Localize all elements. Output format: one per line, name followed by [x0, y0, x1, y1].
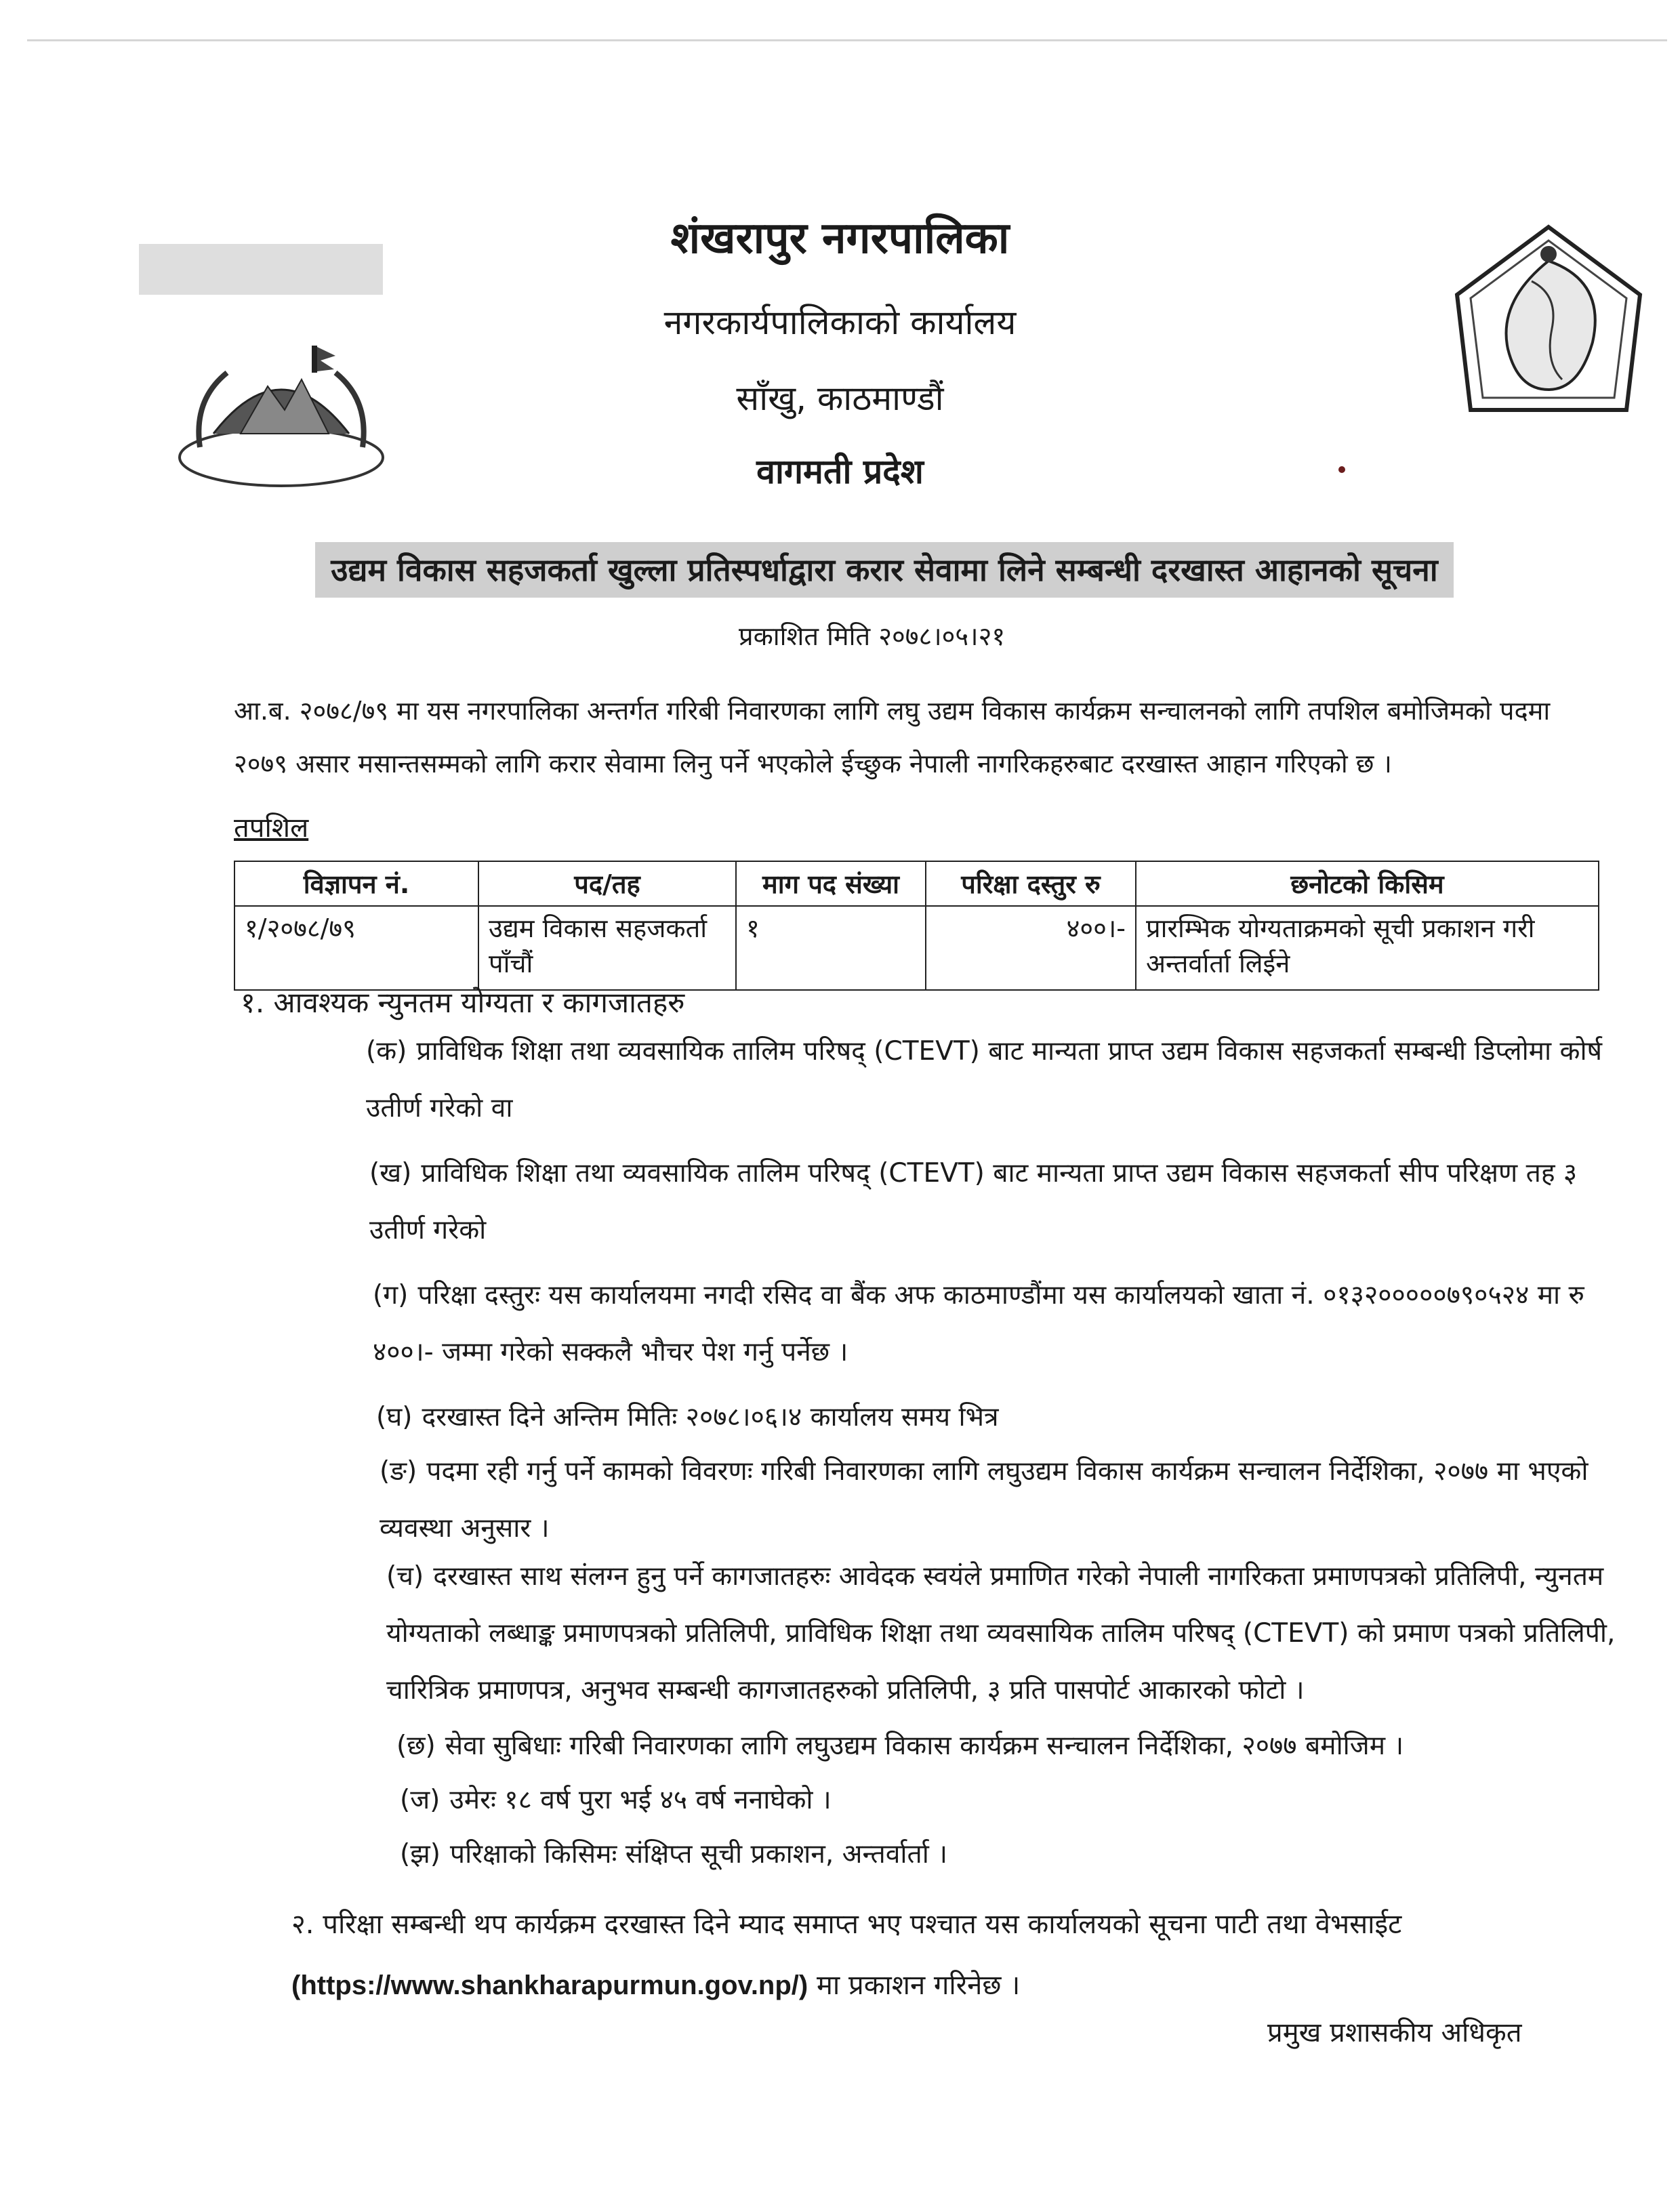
table-cell: ४००।-: [926, 906, 1136, 990]
section2: [291, 1894, 1565, 2016]
list-item: [366, 1023, 1620, 1137]
table-header: विज्ञापन नं.: [234, 861, 478, 906]
item-label: (झ): [400, 1839, 441, 1870]
table-header: पद/तह: [478, 861, 736, 906]
table-cell: १: [736, 906, 926, 990]
item-label: (घ): [376, 1402, 413, 1432]
signature-title: प्रमुख प्रशासकीय अधिकृत: [1267, 2017, 1522, 2048]
list-item: [369, 1145, 1623, 1259]
published-date: प्रकाशित मिति २०७८।०५।२१: [739, 621, 1006, 651]
scan-top-edge: [27, 39, 1667, 41]
list-item: [380, 1443, 1633, 1557]
table-cell: उद्यम विकास सहजकर्ता पाँचौं: [478, 906, 736, 990]
item-text: पदमा रही गर्नु पर्ने कामको विवरणः गरिबी निवारणका लागि लघुउद्यम विकास कार्यक्रम सन्चालन निर्देशिका, २०७७ मा भएको व्यवस्था अनुसार ।: [380, 1456, 1589, 1544]
province-name: वागमती प्रदेश: [756, 452, 924, 491]
item-label: (क): [366, 1036, 407, 1067]
list-item: [400, 1826, 1654, 1883]
table-header-row: [234, 861, 1599, 906]
item-text: प्राविधिक शिक्षा तथा व्यवसायिक तालिम परिषद् (CTEVT) बाट मान्यता प्राप्त उद्यम विकास सहजकर्ता सीप परिक्षण तह ३ उतीर्ण गरेको: [369, 1158, 1578, 1245]
vacancy-table: [234, 861, 1599, 991]
item-text: दरखास्त साथ संलग्न हुनु पर्ने कागजातहरुः आवेदक स्वयंले प्रमाणित गरेको नेपाली नागरिकता प्रमाणपत्रको प्रतिलिपी, न्युनतम योग्यताको लब्धाङ्क प्रमाणपत्रको प्रतिलिपी, प्राविधिक शिक्षा तथा व्यवसायिक तालिम परिषद् (CTEVT) को प्रमाण पत्रको प्रतिलिपी, चारित्रिक प्रमाणपत्र, अनुभव सम्बन्धी कागजातहरुको प्रतिलिपी, ३ प्रति पासपोर्ट आकारको फोटो ।: [386, 1561, 1616, 1706]
office-name: नगरकार्यपालिकाको कार्यालय: [663, 303, 1017, 342]
item-label: (ज): [400, 1785, 441, 1815]
office-place: साँखु, काठमाण्डौं: [736, 379, 944, 418]
item-text: उमेरः १८ वर्ष पुरा भई ४५ वर्ष ननाघेको ।: [449, 1785, 832, 1815]
item-label: (ख): [369, 1158, 412, 1189]
table-cell: प्रारम्भिक योग्यताक्रमको सूची प्रकाशन गरी अन्तर्वार्ता लिईने: [1136, 906, 1599, 990]
org-name: शंखरापुर नगरपालिका: [670, 213, 1010, 264]
table-header: छनोटको किसिम: [1136, 861, 1599, 906]
table-header: परिक्षा दस्तुर रु: [926, 861, 1136, 906]
list-item: [376, 1389, 1630, 1446]
section2-text: २. परिक्षा सम्बन्धी थप कार्यक्रम दरखास्त दिने म्याद समाप्त भए पश्चात यस कार्यालयको सूचना पाटी तथा वेभसाईट: [291, 1909, 1402, 1940]
item-label: (छ): [396, 1731, 436, 1761]
item-text: परिक्षा दस्तुरः यस कार्यालयमा नगदी रसिद वा बैंक अफ काठमाण्डौंमा यस कार्यालयको खाता नं. ०१३२०००००७९०५२४ मा रु ४००।- जम्मा गरेको सक्कलै भौचर पेश गर्नु पर्नेछ ।: [373, 1280, 1584, 1367]
list-item: [373, 1267, 1626, 1381]
item-text: दरखास्त दिने अन्तिम मितिः २०७८।०६।४ कार्यालय समय भित्र: [422, 1402, 999, 1432]
list-item: [386, 1548, 1640, 1719]
item-label: (ग): [373, 1280, 409, 1310]
item-text: परिक्षाको किसिमः संक्षिप्त सूची प्रकाशन, अन्तर्वार्ता ।: [449, 1839, 947, 1870]
list-item: [396, 1718, 1650, 1775]
details-heading: तपशिल: [234, 812, 309, 844]
item-label: (ङ): [380, 1456, 417, 1487]
list-item: [400, 1772, 1654, 1829]
section1-title: १. आवश्यक न्युनतम योग्यता र कागजातहरु: [241, 986, 685, 1019]
item-text: सेवा सुबिधाः गरिबी निवारणका लागि लघुउद्यम विकास कार्यक्रम सन्चालन निर्देशिका, २०७७ बमोजिम ।: [445, 1731, 1404, 1761]
table-header: माग पद संख्या: [736, 861, 926, 906]
website-link[interactable]: (https://www.shankharapurmun.gov.np/): [291, 1970, 808, 2000]
intro-paragraph: आ.ब. २०७८/७९ मा यस नगरपालिका अन्तर्गत गरिबी निवारणका लागि लघु उद्यम विकास कार्यक्रम सन्चालनको लागि तपशिल बमोजिमको पदमा २०७९ असार मसान्तसम्मको लागि करार सेवामा लिनु पर्ने भएकोले ईच्छुक नेपाली नागरिकहरुबाट दरखास्त आहान गरिएको छ ।: [234, 696, 1551, 779]
table-row: [234, 906, 1599, 990]
item-label: (च): [386, 1561, 424, 1592]
table-cell: १/२०७८/७९: [234, 906, 478, 990]
item-text: प्राविधिक शिक्षा तथा व्यवसायिक तालिम परिषद् (CTEVT) बाट मान्यता प्राप्त उद्यम विकास सहजकर्ता सम्बन्धी डिप्लोमा कोर्ष उतीर्ण गरेको वा: [366, 1036, 1603, 1123]
notice-title: उद्यम विकास सहजकर्ता खुल्ला प्रतिस्पर्धाद्वारा करार सेवामा लिने सम्बन्धी दरखास्त आहानको सूचना: [315, 542, 1454, 598]
section2-tail: मा प्रकाशन गरिनेछ ।: [816, 1970, 1021, 2001]
